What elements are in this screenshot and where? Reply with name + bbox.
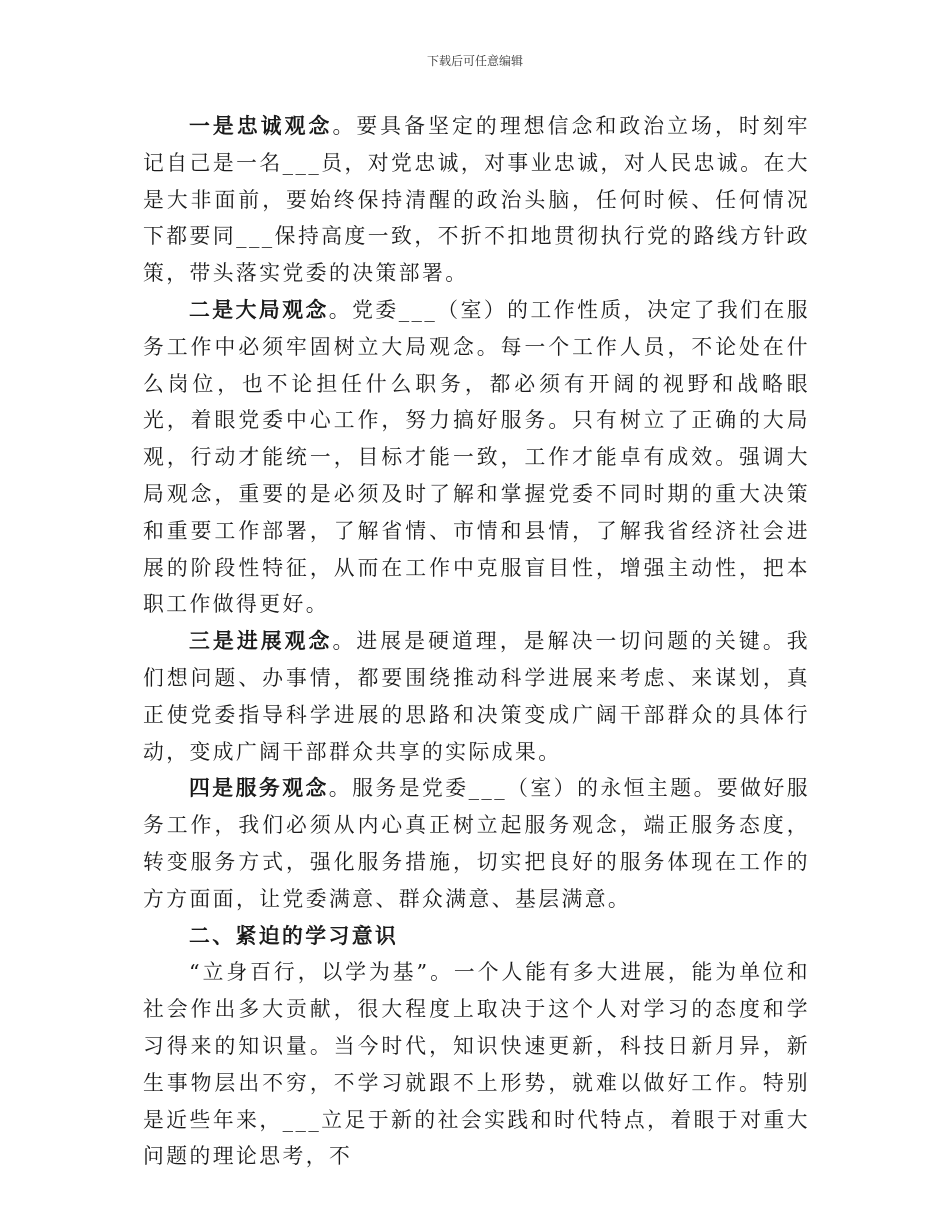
- section-heading: 二、紧迫的学习意识: [189, 923, 399, 948]
- paragraph-text: 。服务是党委___（室）的永恒主题。要做好服务工作，我们必须从内心真正树立起服务观念，端正服务态度，转变服务方式，强化服务措施，切实把良好的服务体现在工作的方方面面，让党委满意、群众满意、基层满意。: [143, 776, 811, 911]
- page-header: 下载后可任意编辑: [426, 54, 523, 68]
- paragraph-lead: 一是忠诚观念: [189, 114, 333, 138]
- paragraph-loyalty: [143, 108, 810, 292]
- paragraph-development: [143, 623, 810, 770]
- paragraph-text: 。进展是硬道理，是解决一切问题的关键。我们想问题、办事情，都要围绕推动科学进展来考虑、来谋划，真正使党委指导科学进展的思路和决策变成广阔干部群众的具体行动，变成广阔干部群众共享的实际成果。: [143, 629, 811, 764]
- paragraph-text: 。要具备坚定的理想信念和政治立场，时刻牢记自己是一名___员，对党忠诚，对事业忠诚，对人民忠诚。在大是大非面前，要始终保持清醒的政治头脑，任何时候、任何情况下都要同___保持高度一致，不折不扣地贯彻执行党的路线方针政策，带头落实党委的决策部署。: [143, 114, 811, 286]
- paragraph-learning: “立身百行，以学为基”。一个人能有多大进展，能为单位和社会作出多大贡献，很大程度上取决于这个人对学习的态度和学习得来的知识量。当今时代，知识快速更新，科技日新月异，新生事物层出不穷，不学习就跟不上形势，就难以做好工作。特别是近些年来，___立足于新的社会实践和时代特点，着眼于对重大问题的理论思考，不: [143, 960, 810, 1169]
- paragraph-lead: 二是大局观念: [189, 297, 329, 322]
- paragraph-text: 。党委___（室）的工作性质，决定了我们在服务工作中必须牢固树立大局观念。每一个工作人员，不论处在什么岗位，也不论担任什么职务，都必须有开阔的视野和战略眼光，着眼党委中心工作，努力搞好服务。只有树立了正确的大局观，行动才能统一，目标才能一致，工作才能卓有成效。强调大局观念，重要的是必须及时了解和掌握党委不同时期的重大决策和重要工作部署，了解省情、市情和县情，了解我省经济社会进展的阶段性特征，从而在工作中克服盲目性，增强主动性，把本职工作做得更好。: [143, 297, 811, 617]
- paragraph-lead: 三是进展观念: [189, 629, 333, 654]
- document-body: [143, 108, 810, 1175]
- paragraph-service: [143, 770, 810, 917]
- paragraph-overall-view: [143, 292, 810, 623]
- paragraph-lead: 四是服务观念: [189, 776, 329, 801]
